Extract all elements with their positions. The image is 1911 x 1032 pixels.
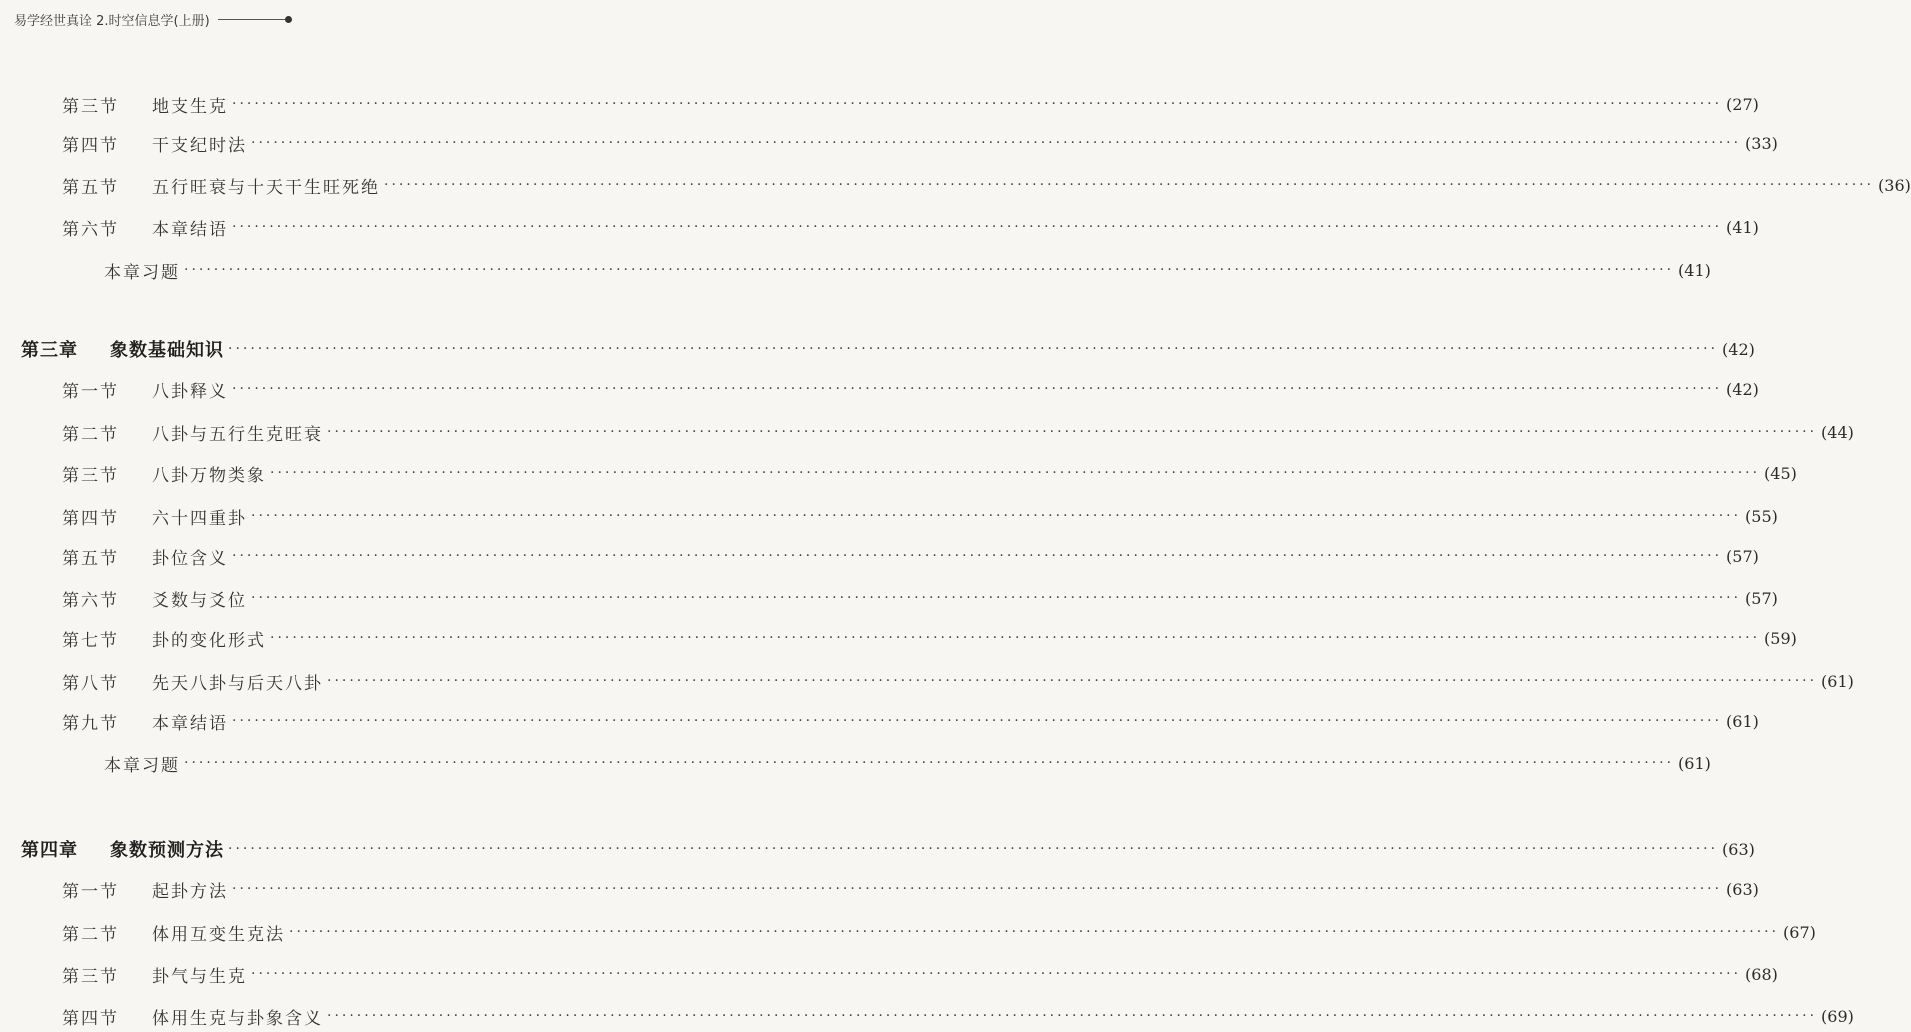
toc-section-row	[62, 876, 1759, 902]
toc-page-number: (68)	[1745, 964, 1778, 984]
toc-entry-title: 卦气与生克	[152, 966, 247, 987]
toc-leader-dots: ········································································································································································································	[251, 966, 1742, 982]
toc-page-number: (41)	[1726, 217, 1759, 237]
toc-entry-title: 爻数与爻位	[152, 590, 247, 611]
toc-leader-dots: ········································································································································································································	[232, 881, 1723, 897]
toc-entry-number: 第三章	[21, 340, 78, 361]
toc-leader-dots: ········································································································································································································	[184, 262, 1675, 278]
toc-entry-number: 第三节	[62, 96, 119, 117]
toc-entry-label	[62, 544, 228, 569]
toc-page-number: (36)	[1878, 175, 1911, 195]
toc-entry-label	[62, 920, 285, 945]
toc-section-row	[62, 919, 1816, 945]
toc-entry-title: 卦位含义	[152, 548, 228, 569]
toc-page-number: (33)	[1745, 133, 1778, 153]
toc-entry-number: 第五节	[62, 177, 119, 198]
toc-page-number: (55)	[1745, 506, 1778, 526]
toc-leader-dots: ········································································································································································································	[232, 219, 1723, 235]
toc-entry-label	[62, 215, 228, 240]
toc-leader-dots: ········································································································································································································	[327, 1008, 1818, 1024]
toc-entry-label	[62, 626, 266, 651]
running-header-text: 易学经世真诠 2.时空信息学(上册)	[14, 14, 210, 29]
toc-entry-label	[62, 461, 266, 486]
toc-leader-dots: ········································································································································································································	[289, 924, 1780, 940]
toc-leader-dots: ········································································································································································································	[232, 713, 1723, 729]
toc-entry-label	[104, 751, 180, 776]
toc-leader-dots: ········································································································································································································	[184, 755, 1675, 771]
toc-page-number: (61)	[1821, 671, 1854, 691]
toc-entry-title: 本章习题	[104, 262, 180, 283]
toc-page-number: (63)	[1726, 879, 1759, 899]
toc-entry-number: 第五节	[62, 548, 119, 569]
header-rule	[218, 19, 286, 20]
toc-page-number: (61)	[1726, 711, 1759, 731]
toc-entry-title: 八卦释义	[152, 381, 228, 402]
toc-entry-number: 第三节	[62, 465, 119, 486]
toc-page-number: (69)	[1821, 1006, 1854, 1026]
toc-leader-dots: ········································································································································································································	[384, 177, 1875, 193]
toc-entry-number: 第一节	[62, 381, 119, 402]
toc-leader-dots: ········································································································································································································	[251, 508, 1742, 524]
toc-entry-label	[62, 709, 228, 734]
toc-section-row	[62, 130, 1778, 156]
toc-entry-number: 第七节	[62, 630, 119, 651]
toc-entry-number: 第八节	[62, 673, 119, 694]
toc-page-number: (57)	[1745, 588, 1778, 608]
toc-section-row	[62, 961, 1778, 987]
toc-entry-label	[62, 1004, 323, 1029]
toc-entry-number: 第三节	[62, 966, 119, 987]
toc-entry-title: 八卦万物类象	[152, 465, 266, 486]
toc-entry-label	[62, 420, 323, 445]
toc-page-number: (42)	[1726, 379, 1759, 399]
toc-entry-number: 第四章	[21, 840, 78, 861]
toc-entry-label	[21, 336, 224, 362]
toc-entry-title: 象数预测方法	[110, 840, 224, 861]
toc-page-number: (61)	[1678, 753, 1711, 773]
toc-section-row	[62, 1003, 1854, 1029]
toc-leader-dots: ········································································································································································································	[270, 630, 1761, 646]
toc-entry-title: 卦的变化形式	[152, 630, 266, 651]
toc-entry-number: 第六节	[62, 219, 119, 240]
toc-section-row	[62, 585, 1778, 611]
toc-leader-dots: ········································································································································································································	[228, 341, 1719, 357]
toc-leader-dots: ········································································································································································································	[327, 673, 1818, 689]
toc-entry-title: 体用互变生克法	[152, 924, 285, 945]
toc-entry-label	[62, 877, 228, 902]
toc-entry-title: 本章结语	[152, 713, 228, 734]
toc-entry-number: 第四节	[62, 1008, 119, 1029]
toc-entry-title: 本章习题	[104, 755, 180, 776]
toc-leader-dots: ········································································································································································································	[232, 381, 1723, 397]
toc-entry-title: 八卦与五行生克旺衰	[152, 424, 323, 445]
toc-section-row	[62, 172, 1911, 198]
toc-entry-title: 干支纪时法	[152, 135, 247, 156]
toc-entry-label	[62, 377, 228, 402]
toc-leader-dots: ········································································································································································································	[327, 424, 1818, 440]
toc-section-row	[62, 376, 1759, 402]
toc-entry-label	[62, 669, 323, 694]
toc-page-number: (59)	[1764, 628, 1797, 648]
toc-section-row	[62, 625, 1797, 651]
toc-entry-number: 第二节	[62, 924, 119, 945]
toc-entry-label	[62, 131, 247, 156]
toc-entry-title: 地支生克	[152, 96, 228, 117]
toc-leader-dots: ········································································································································································································	[232, 96, 1723, 112]
toc-section-row	[62, 214, 1759, 240]
toc-page-number: (44)	[1821, 422, 1854, 442]
toc-entry-number: 第二节	[62, 424, 119, 445]
toc-leader-dots: ········································································································································································································	[270, 465, 1761, 481]
toc-exercise-row	[104, 750, 1711, 776]
toc-leader-dots: ········································································································································································································	[232, 548, 1723, 564]
toc-entry-number: 第一节	[62, 881, 119, 902]
toc-entry-label	[62, 962, 247, 987]
toc-section-row	[62, 91, 1759, 117]
toc-leader-dots: ········································································································································································································	[251, 135, 1742, 151]
header-dot	[285, 16, 292, 23]
toc-section-row	[62, 503, 1778, 529]
toc-chapter-row	[21, 836, 1755, 862]
toc-page-number: (27)	[1726, 94, 1759, 114]
toc-section-row	[62, 543, 1759, 569]
toc-leader-dots: ········································································································································································································	[228, 841, 1719, 857]
toc-entry-number: 第六节	[62, 590, 119, 611]
running-header	[14, 10, 292, 29]
toc-section-row	[62, 460, 1797, 486]
toc-exercise-row	[104, 257, 1711, 283]
toc-page-number: (57)	[1726, 546, 1759, 566]
toc-entry-label	[21, 836, 224, 862]
toc-entry-title: 本章结语	[152, 219, 228, 240]
toc-page-number: (41)	[1678, 260, 1711, 280]
toc-entry-label	[62, 92, 228, 117]
toc-entry-title: 六十四重卦	[152, 508, 247, 529]
toc-entry-title: 五行旺衰与十天干生旺死绝	[152, 177, 380, 198]
toc-entry-title: 先天八卦与后天八卦	[152, 673, 323, 694]
toc-page-number: (45)	[1764, 463, 1797, 483]
toc-entry-number: 第四节	[62, 135, 119, 156]
toc-entry-label	[104, 258, 180, 283]
toc-entry-title: 象数基础知识	[110, 340, 224, 361]
toc-entry-title: 起卦方法	[152, 881, 228, 902]
toc-entry-title: 体用生克与卦象含义	[152, 1008, 323, 1029]
toc-page-number: (67)	[1783, 922, 1816, 942]
toc-entry-number: 第四节	[62, 508, 119, 529]
toc-entry-number: 第九节	[62, 713, 119, 734]
toc-chapter-row	[21, 336, 1755, 362]
toc-page-number: (42)	[1722, 339, 1755, 359]
toc-section-row	[62, 668, 1854, 694]
toc-section-row	[62, 708, 1759, 734]
toc-section-row	[62, 419, 1854, 445]
toc-page-number: (63)	[1722, 839, 1755, 859]
toc-entry-label	[62, 586, 247, 611]
toc-leader-dots: ········································································································································································································	[251, 590, 1742, 606]
toc-entry-label	[62, 173, 380, 198]
toc-entry-label	[62, 504, 247, 529]
